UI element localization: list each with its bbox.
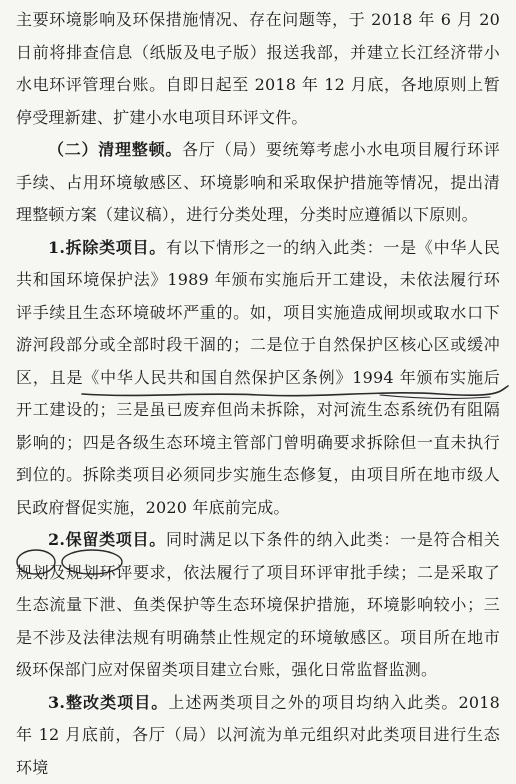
section-heading-retain: 2.保留类项目。 (48, 530, 166, 549)
paragraph-retain-text: 同时满足以下条件的纳入此类：一是符合相关规划及规划环评要求，依法履行了项目环评审批手续；二是采取了生态流量下泄、鱼类保护等生态环境保护措施，环境影响较小；三是不涉及法律法规有明确禁止性规定的环境敏感区。项目所在地市级环保部门应对保留类项目建立台账，强化日常监督监测。 (16, 530, 500, 679)
section-heading-rectify: 3.整改类项目。 (48, 693, 168, 712)
paragraph-intro-text: 主要环境影响及环保措施情况、存在问题等，于 2018 年 6 月 20 日前将排查信息（纸版及电子版）报送我部，并建立长江经济带小水电环评管理台账。自即日起至 2018 年 12 月底，各地原则上暂停受理新建、扩建小水电项目环评文件。 (16, 10, 500, 127)
paragraph-demolish (16, 232, 500, 525)
paragraph-demolish-text: 有以下情形之一的纳入此类：一是《中华人民共和国环境保护法》1989 年颁布实施后开工建设，未依法履行环评手续且生态环境破坏严重的。如，项目实施造成闸坝或取水口下游河段部分或全部时段干涸的；二是位于自然保护区核心区或缓冲区，且是《中华人民共和国自然保护区条例》1994 年颁布实施后开工建设的；三是虽已废弃但尚未拆除，对河流生态系统仍有阻隔影响的；四是各级生态环境主管部门曾明确要求拆除但一直未执行到位的。拆除类项目必须同步实施生态修复，由项目所在地市级人民政府督促实施，2020 年底前完成。 (16, 238, 500, 517)
paragraph-rectify (16, 687, 500, 784)
paragraph-intro (16, 4, 500, 134)
paragraph-retain (16, 524, 500, 687)
paragraph-cleanup-text: 各厅（局）要统筹考虑小水电项目履行环评手续、占用环境敏感区、环境影响和采取保护措施等情况，提出清理整顿方案（建议稿），进行分类处理，分类时应遵循以下原则。 (16, 140, 500, 224)
paragraph-cleanup (16, 134, 500, 232)
section-heading-cleanup: （二）清理整顿。 (48, 140, 182, 159)
section-heading-demolish: 1.拆除类项目。 (48, 238, 166, 257)
paragraph-rectify-text: 上述两类项目之外的项目均纳入此类。2018 年 12 月底前，各厅（局）以河流为单元组织对此类项目进行生态环境 (16, 693, 500, 777)
